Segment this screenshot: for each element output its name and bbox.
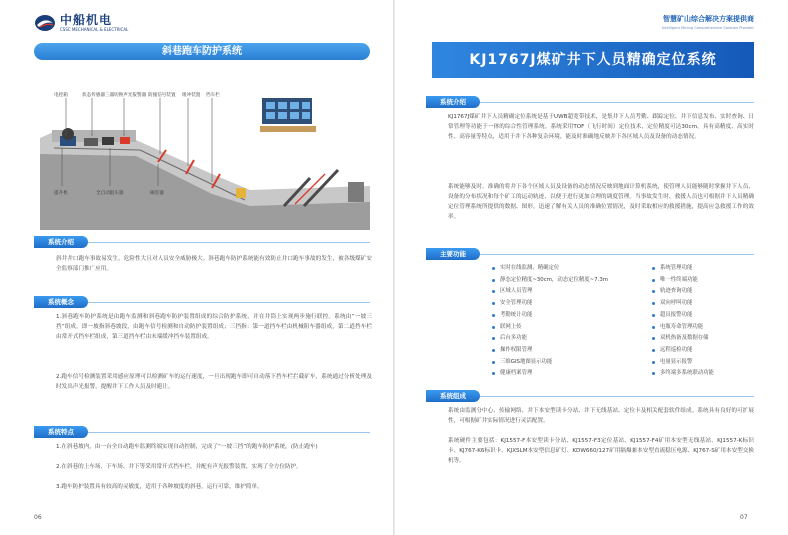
bullet-dot-icon	[652, 337, 655, 340]
section-header-concept: 系统概念	[34, 296, 88, 308]
section-rule	[88, 432, 370, 433]
concept-paragraph-2: 2.跑车信号检测装置采用感应原理可以检测矿车的运行速度，一旦出现跑车即可自动落下挡车栏拦截矿车，系统通过分析处理及时发出声光报警，提醒井下工作人员及时避让。	[56, 374, 372, 390]
section-header-intro-right: 系统介绍	[426, 96, 480, 108]
label-auto-car-stopper: 全自动阻车器	[96, 191, 124, 196]
bullet-dot-icon	[492, 326, 495, 329]
function-item: 实时在线监测、精确定位	[492, 263, 608, 275]
diagram-scene-art	[40, 98, 370, 230]
section-rule	[480, 396, 754, 397]
system-intro-paragraph-2: 系统能够及时、准确的将井下各个区域人员及设备的动态情况反映到地面计算机系统，使管理人员能够随时掌握井下人员、设备的分布状况和每个矿工的运动轨迹，以便于进行更加合理的调度管理。当事故发生时，救援人员也可根据井下人员精确定位管理系统所提供的数据、图形，迅速了解有关人员的准确位置情况，及时采取相应的救援措施，提高应急救援工作的效率。	[448, 184, 754, 220]
bullet-dot-icon	[492, 349, 495, 352]
logo-subtitle: CSSC MECHANICAL & ELECTRICAL	[60, 27, 129, 32]
diagram-top-labels	[54, 91, 220, 98]
bullet-dot-icon	[652, 349, 655, 352]
function-item: 联网上传	[492, 322, 608, 334]
company-logo	[34, 14, 128, 32]
function-item: 电瓶寿命管理功能	[652, 322, 714, 334]
bullet-dot-icon	[652, 290, 655, 293]
section-header-composition: 系统组成	[426, 390, 480, 402]
function-item: 静态定位精度~30cm，动态定位精度~7.3m	[492, 275, 608, 287]
function-item: 安全管理功能	[492, 298, 608, 310]
function-item: 电量显示报警	[652, 357, 714, 369]
bullet-dot-icon	[652, 326, 655, 329]
function-item: 三维GIS地图显示功能	[492, 357, 608, 369]
bullet-dot-icon	[492, 279, 495, 282]
function-item: 系统管理功能	[652, 263, 714, 275]
composition-paragraph-1: 系统由监测分中心、传输网络、井下本安型读卡分站、井下无线基站、定位卡及相关配套软件组成。系统具有良好的可扩展性，可根据矿井实际情况进行灵活配置。	[448, 408, 754, 424]
function-item: 超员报警功能	[652, 310, 714, 322]
page-fold	[393, 0, 395, 535]
feature-paragraph-3: 3.跑车防护装置具有较高的灵敏度，适用于各种坡度的斜巷，运行可靠，维护简单。	[56, 484, 263, 490]
label-control-box: 电控箱	[54, 93, 68, 98]
bullet-dot-icon	[652, 361, 655, 364]
bullet-dot-icon	[652, 372, 655, 375]
function-item: 多终端多系统联动功能	[652, 368, 714, 380]
function-item: 考勤统计功能	[492, 310, 608, 322]
brand-tagline-en: Intelligent Mining Comprehensive Solution Provider	[661, 26, 754, 30]
function-item: 双机热备及数据存储	[652, 333, 714, 345]
section-header-intro: 系统介绍	[34, 236, 88, 248]
feature-paragraph-2: 2.在斜巷的上车场、下车场、井下等采用常开式挡车栏，并配有声光报警装置，实现了全方位防护。	[56, 464, 302, 470]
label-hoist: 提升机	[54, 191, 68, 196]
section-rule	[88, 302, 370, 303]
bullet-dot-icon	[492, 372, 495, 375]
function-item: 轨迹查询功能	[652, 286, 714, 298]
brand-tagline-cn: 智慧矿山综合解决方案提供商	[663, 15, 754, 23]
page-number-right: 07	[740, 514, 748, 521]
function-list-left	[492, 263, 608, 380]
left-banner-title: 斜巷跑车防护系统	[34, 43, 370, 60]
section-rule	[480, 102, 754, 103]
label-audible-alarm: 切换声光报警器	[114, 93, 147, 98]
function-item: 区域人员管理	[492, 286, 608, 298]
label-buffer-device: 缓冲装置	[182, 93, 201, 98]
bullet-dot-icon	[652, 279, 655, 282]
function-item: 健康档案管理	[492, 368, 608, 380]
composition-paragraph-2: 系统硬件主要包括：KJ1557-F本安型读卡分站、KJ1557-F3定位基站、KJ1557-F4矿用本安型无线基站、KJ1557-K标识卡、KJ767-K6标识卡、KJXSLM本安型信息矿灯、KDW660/127矿用隔爆兼本安型直流稳压电源、KJ767-S矿用本安型交换机等。	[448, 438, 754, 464]
logo-name: 中船机电	[60, 13, 113, 27]
section-rule	[480, 254, 754, 255]
bullet-dot-icon	[652, 314, 655, 317]
function-item: 远程巡检功能	[652, 345, 714, 357]
system-intro-paragraph-1: KJ1767J煤矿井下人员精确定位系统是基于UWB超宽带技术，是集井下人员考勤、跟踪定位、井下信息发布、实时查询、日常管理等功能于一体的综合性管理系统。系统采用TOF（飞行时间）定位技术，定位精度可达30cm，具有高精度、高实时性、高容量等特点，适用于井下各种复杂环境，能及时准确地反映井下各区域人员及设备的动态情况。	[448, 114, 754, 140]
concept-paragraph-1: 1.斜巷跑车防护系统是由跑车监测和斜巷跑车防护装置组成的综合防护系统，并在井筒上实现两步施行联控。系统由“一坡三挡”组成，即一坡指斜巷坡段，由跑车信号检测和自动防护装置组成；三挡指：第一道挡车栏由机械阻车器组成，第二道挡车栏由常开式挡车栏组成，第三道挡车栏由末端缓冲挡车装置组成。	[56, 314, 372, 340]
label-state-sensor: 状态传感器三器	[82, 93, 115, 98]
label-car-stopper: 挡车栏	[206, 93, 220, 98]
bullet-dot-icon	[492, 302, 495, 305]
function-item: 后台多功能	[492, 333, 608, 345]
bullet-dot-icon	[492, 314, 495, 317]
logo-mark-icon	[34, 14, 56, 32]
brand-tagline	[662, 14, 754, 30]
product-title-banner: KJ1767J煤矿井下人员精确定位系统	[432, 42, 754, 78]
function-item: 唯一性终端功能	[652, 275, 714, 287]
label-chamber: 硐室器	[150, 191, 164, 196]
incline-protection-diagram	[40, 90, 370, 230]
function-item: 双向呼叫功能	[652, 298, 714, 310]
label-anti-collision: 防撞信号装置	[148, 93, 176, 98]
page-number-left: 06	[34, 514, 42, 521]
function-list-right	[652, 263, 714, 380]
intro-paragraph: 斜井井口跑车事故易发生，危险性大且对人员安全威胁极大。斜巷跑车防护系统能有效防止井口跑车事故的发生，被各级煤矿安全监察部门推广应用。	[56, 256, 372, 272]
section-rule	[88, 242, 370, 243]
feature-paragraph-1: 1.在斜巷坡内，由一台全自动跑车监测终端实现自动控制，完成了“一坡三挡”的跑车防护系统。(防止跑车)	[56, 444, 318, 450]
bullet-dot-icon	[492, 337, 495, 340]
section-header-features: 系统特点	[34, 426, 88, 438]
bullet-dot-icon	[492, 361, 495, 364]
bullet-dot-icon	[492, 267, 495, 270]
bullet-dot-icon	[652, 302, 655, 305]
section-header-functions: 主要功能	[426, 248, 480, 260]
bullet-dot-icon	[492, 290, 495, 293]
function-item: 操作权限管理	[492, 345, 608, 357]
bullet-dot-icon	[652, 267, 655, 270]
